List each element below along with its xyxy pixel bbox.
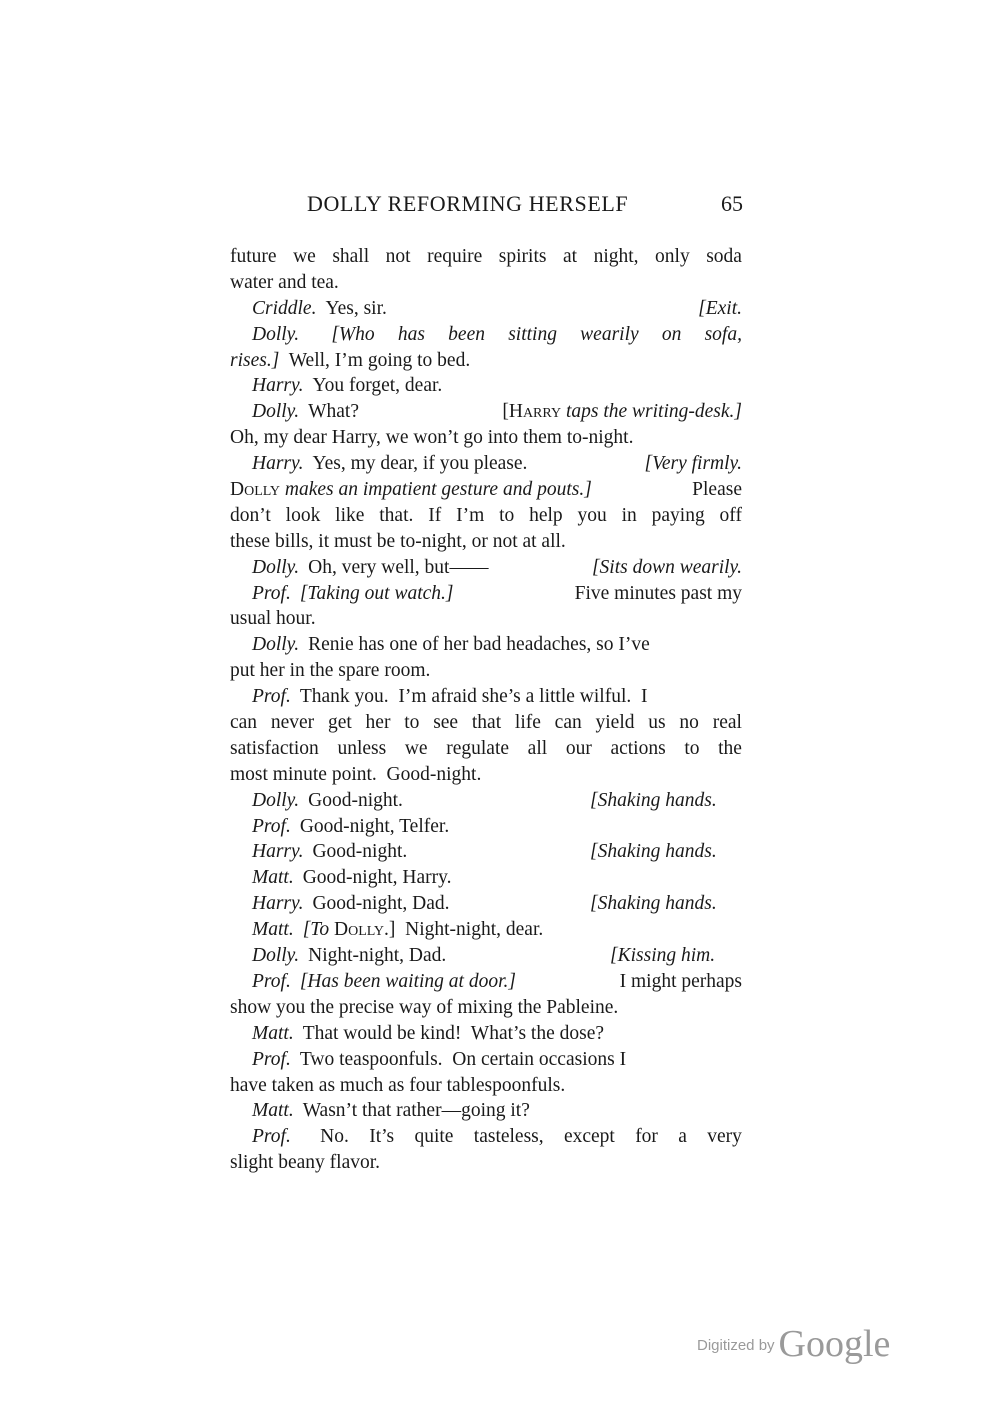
speaker-name: Matt. (252, 919, 294, 941)
text-line: satisfaction unless we regulate all our actions to the (230, 737, 742, 759)
stage-direction: [Shaking hands. (590, 893, 717, 915)
dialogue-line: Dolly. Night-night, Dad. [Kissing him. (230, 943, 742, 969)
stage-direction: [Exit. (698, 297, 742, 319)
text-line: have taken as much as four tablespoonfuls. (230, 1074, 566, 1096)
page-header (307, 191, 743, 221)
dialogue-line: Harry. You forget, dear. (252, 375, 443, 397)
text-line: Oh, my dear Harry, we won’t go into them to-night. (230, 427, 634, 449)
dialogue-line: Dolly. Oh, very well, but—— [Sits down wearily. (230, 555, 742, 581)
speaker-name: Dolly. (252, 401, 300, 423)
page-number: 65 (721, 191, 743, 216)
speaker-name: Prof. (252, 686, 291, 708)
dialogue-line: Prof. Good-night, Telfer. (252, 815, 450, 837)
speaker-name: Dolly. (252, 634, 300, 656)
dialogue-line: Dolly. What? [Harry taps the writing-desk.] (252, 401, 742, 423)
dialogue-line: Prof. No. It’s quite tasteless, except for a very (230, 1124, 742, 1150)
text-line: usual hour. (230, 608, 316, 630)
text-line: slight beany flavor. (230, 1152, 381, 1174)
speaker-name: Matt. (252, 867, 294, 889)
stage-direction: [Has been waiting at door.] (299, 970, 516, 992)
dialogue-line: Matt. That would be kind! What’s the dose? (252, 1022, 604, 1044)
digitized-watermark: Digitized by Google (697, 1323, 891, 1365)
stage-direction: taps the writing-desk.] (565, 401, 742, 423)
speaker-name: Harry. (252, 375, 304, 397)
dialogue-line: Dolly. Renie has one of her bad headaches, so I’ve (252, 634, 650, 656)
speaker-name: Dolly. (252, 556, 300, 578)
dialogue-line: Prof. [Taking out watch.] Five minutes past my (252, 582, 742, 604)
stage-direction: [To (302, 919, 330, 941)
stage-direction: [Kissing him. (610, 945, 716, 967)
dialogue-line: Harry. Good-night. [Shaking hands. (230, 839, 742, 865)
dialogue-line: Prof. Two teaspoonfuls. On certain occasions I (252, 1048, 627, 1070)
text-line: can never get her to see that life can yield us no real (230, 712, 742, 734)
speaker-name: Dolly. (252, 945, 300, 967)
dialogue-line: Criddle. Yes, sir. [Exit. (230, 296, 742, 322)
play-text (230, 244, 742, 1176)
character-name: Dolly (230, 479, 281, 501)
stage-direction: [Shaking hands. (590, 841, 717, 863)
speaker-name: Dolly. (252, 789, 300, 811)
text-line: put her in the spare room. (230, 660, 431, 682)
dialogue-line: Prof. [Has been waiting at door.] I might perhaps (252, 970, 742, 992)
text-line: future we shall not require spirits at night, only soda (230, 246, 742, 267)
text-line: don’t look like that. If I’m to help you in paying off (230, 504, 742, 526)
text-line: these bills, it must be to-night, or not at all. (230, 530, 566, 552)
dialogue-line: Dolly. Good-night. [Shaking hands. (230, 788, 742, 814)
speaker-name: Prof. (252, 815, 291, 837)
stage-direction: [Taking out watch.] (299, 582, 454, 604)
character-name: Dolly (334, 919, 385, 941)
speaker-name: Prof. (252, 1126, 291, 1148)
speaker-name: Prof. (252, 582, 291, 604)
dialogue-line: Harry. Good-night, Dad. [Shaking hands. (230, 891, 742, 917)
stage-direction: makes an impatient gesture and pouts.] (284, 479, 592, 501)
speaker-name: Harry. (252, 453, 304, 475)
stage-direction: [Very firmly. (644, 453, 742, 475)
stage-direction: [Shaking hands. (590, 789, 717, 811)
dialogue-line: Prof. Thank you. I’m afraid she’s a little wilful. I (252, 686, 648, 708)
character-name: Harry (508, 401, 562, 423)
speaker-name: Prof. (252, 970, 291, 992)
dialogue-line: Matt. Wasn’t that rather—going it? (252, 1100, 530, 1122)
text-line: rises.] Well, I’m going to bed. (230, 349, 471, 371)
speaker-name: Dolly. (252, 323, 300, 345)
speaker-name: Prof. (252, 1048, 291, 1070)
speaker-name: Matt. (252, 1022, 294, 1044)
dialogue-line: Dolly. [Who has been sitting wearily on sofa, (230, 322, 742, 348)
speaker-name: Harry. (252, 893, 304, 915)
text-line: water and tea. (230, 271, 339, 293)
stage-direction: rises.] (230, 349, 280, 371)
speaker-name: Harry. (252, 841, 304, 863)
speaker-name: Criddle. (252, 297, 317, 319)
dialogue-line: Harry. Yes, my dear, if you please. [Very firmly. (230, 451, 742, 477)
speaker-name: Matt. (252, 1100, 294, 1122)
stage-direction: [Sits down wearily. (591, 556, 742, 578)
running-title: DOLLY REFORMING HERSELF (307, 191, 629, 216)
text-line: most minute point. Good-night. (230, 763, 482, 785)
dialogue-line: Matt. Good-night, Harry. (252, 867, 452, 889)
text-line: Dolly makes an impatient gesture and pouts.] Please (230, 479, 742, 501)
dialogue-line: Matt. [To Dolly.] Night-night, dear. (252, 919, 544, 941)
text-line: show you the precise way of mixing the Pableine. (230, 996, 619, 1018)
google-logo: Google (778, 1323, 891, 1365)
